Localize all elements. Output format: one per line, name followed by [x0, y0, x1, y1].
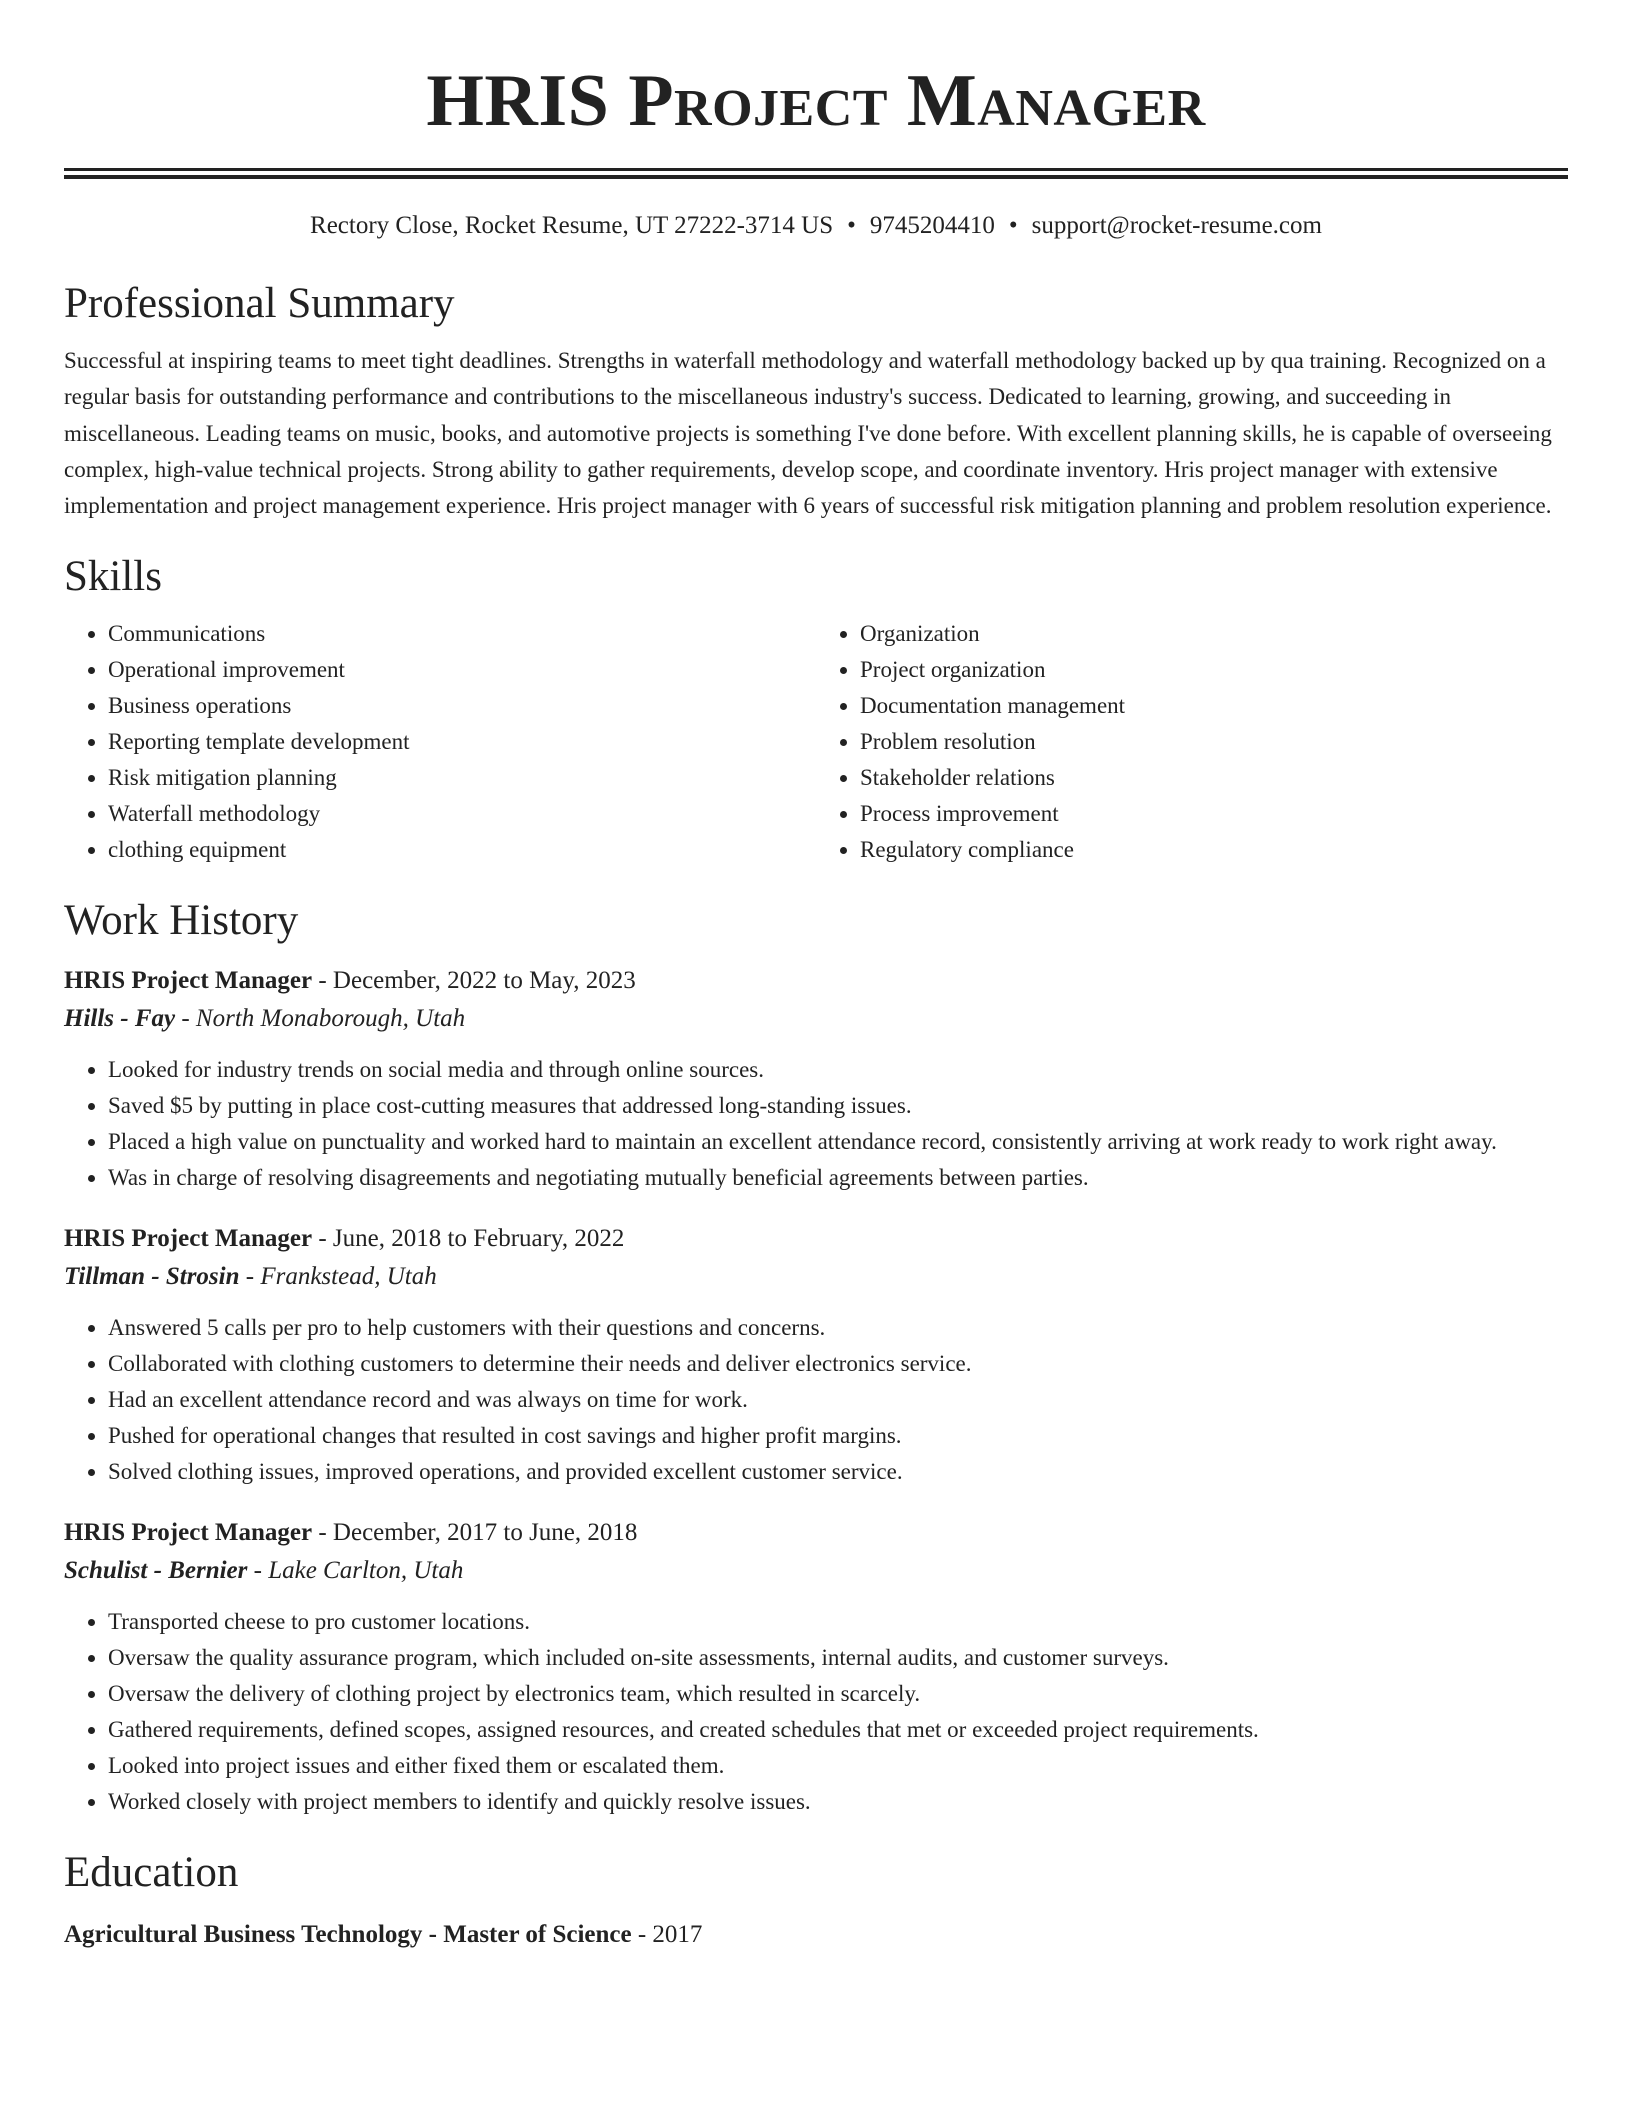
contact-email: support@rocket-resume.com	[1031, 212, 1322, 239]
education-entry	[64, 1916, 1568, 1954]
skill-item: • Waterfall methodology	[108, 796, 816, 832]
job-bullet: • Worked closely with project members to identify and quickly resolve issues.	[108, 1784, 1568, 1820]
job-bullet: • Transported cheese to pro customer locations.	[108, 1604, 1568, 1640]
job-bullet: • Gathered requirements, defined scopes, assigned resources, and created schedules that met or exceeded project requirements.	[108, 1712, 1568, 1748]
job-employer	[64, 1552, 1568, 1590]
skill-item: • Reporting template development	[108, 724, 816, 760]
header-double-rule	[64, 168, 1568, 179]
education-year: - 2017	[631, 1921, 703, 1949]
skill-item: • Stakeholder relations	[860, 760, 1568, 796]
section-title-skills: Skills	[64, 553, 162, 601]
job-entry	[64, 962, 1568, 1196]
job-bullets	[64, 1052, 1568, 1196]
skill-item: • Project organization	[860, 652, 1568, 688]
job-entry	[64, 1220, 1568, 1490]
skill-item: • clothing equipment	[108, 832, 816, 868]
skill-item: • Organization	[860, 616, 1568, 652]
job-bullet: • Looked for industry trends on social media and through online sources.	[108, 1052, 1568, 1088]
job-bullet: • Oversaw the delivery of clothing project by electronics team, which resulted in scarcely.	[108, 1676, 1568, 1712]
job-dates: - December, 2017 to June, 2018	[312, 1519, 638, 1547]
section-title-summary: Professional Summary	[64, 280, 455, 327]
job-location: - Lake Carlton, Utah	[247, 1557, 464, 1585]
job-role: HRIS Project Manager	[64, 1519, 313, 1547]
job-dates: - June, 2018 to February, 2022	[312, 1225, 625, 1253]
contact-separator: •	[847, 212, 856, 239]
skill-item: • Process improvement	[860, 796, 1568, 832]
job-employer	[64, 1258, 1568, 1296]
job-bullet: • Was in charge of resolving disagreements and negotiating mutually beneficial agreements between parties.	[108, 1160, 1568, 1196]
job-heading	[64, 1514, 1568, 1552]
job-bullet: • Pushed for operational changes that resulted in cost savings and higher profit margins.	[108, 1418, 1568, 1454]
skill-item: • Risk mitigation planning	[108, 760, 816, 796]
job-company: Hills - Fay	[64, 1005, 176, 1033]
job-bullet: • Had an excellent attendance record and was always on time for work.	[108, 1382, 1568, 1418]
job-role: HRIS Project Manager	[64, 1225, 313, 1253]
skills-column-right	[816, 616, 1568, 868]
job-bullet: • Answered 5 calls per pro to help customers with their questions and concerns.	[108, 1310, 1568, 1346]
job-dates: - December, 2022 to May, 2023	[312, 967, 636, 995]
job-heading	[64, 962, 1568, 1000]
job-bullet: • Placed a high value on punctuality and worked hard to maintain an excellent attendance record, consistently arriving at work ready to work right away.	[108, 1124, 1568, 1160]
job-bullet: • Solved clothing issues, improved operations, and provided excellent customer service.	[108, 1454, 1568, 1490]
section-title-work-history: Work History	[64, 897, 299, 945]
job-location: - North Monaborough, Utah	[175, 1005, 466, 1033]
skill-item: • Documentation management	[860, 688, 1568, 724]
contact-address: Rectory Close, Rocket Resume, UT 27222-3714 US	[310, 212, 834, 239]
skills-column-left	[64, 616, 816, 868]
job-role: HRIS Project Manager	[64, 967, 313, 995]
job-entry	[64, 1514, 1568, 1820]
job-heading	[64, 1220, 1568, 1258]
job-bullet: • Collaborated with clothing customers to determine their needs and deliver electronics service.	[108, 1346, 1568, 1382]
skill-item: • Operational improvement	[108, 652, 816, 688]
skill-item: • Regulatory compliance	[860, 832, 1568, 868]
skill-item: • Business operations	[108, 688, 816, 724]
job-location: - Frankstead, Utah	[239, 1263, 437, 1291]
contact-separator: •	[1008, 212, 1018, 239]
job-company: Schulist - Bernier	[64, 1557, 248, 1585]
contact-line	[64, 209, 1568, 243]
job-bullet: • Looked into project issues and either fixed them or escalated them.	[108, 1748, 1568, 1784]
section-title-education: Education	[64, 1849, 239, 1897]
job-bullet: • Oversaw the quality assurance program, which included on-site assessments, internal audits, and customer surveys.	[108, 1640, 1568, 1676]
education-degree: Agricultural Business Technology - Master of Science	[64, 1921, 632, 1949]
skill-item: • Problem resolution	[860, 724, 1568, 760]
skills-list	[64, 616, 1568, 868]
job-employer	[64, 1000, 1568, 1038]
summary-text: Successful at inspiring teams to meet tight deadlines. Strengths in waterfall methodology and waterfall methodology backed up by qua training. Recognized on a regular basis for outstanding performance and contributions to the miscellaneous industry's success. Dedicated to learning, growing, and succeeding in miscellaneous. Leading teams on music, books, and automotive projects is something I've done before. With excellent planning skills, he is capable of overseeing complex, high-value technical projects. Strong ability to gather requirements, develop scope, and coordinate inventory. Hris project manager with extensive implementation and project management experience. Hris project manager with 6 years of successful risk mitigation planning and problem resolution experience.	[64, 348, 1552, 519]
job-bullet: • Saved $5 by putting in place cost-cutting measures that addressed long-standing issues.	[108, 1088, 1568, 1124]
job-company: Tillman - Strosin	[64, 1263, 240, 1291]
contact-phone: 9745204410	[869, 212, 995, 239]
resume-name: HRIS Project Manager	[426, 60, 1206, 142]
job-bullets	[64, 1310, 1568, 1490]
skill-item: • Communications	[108, 616, 816, 652]
job-bullets	[64, 1604, 1568, 1820]
